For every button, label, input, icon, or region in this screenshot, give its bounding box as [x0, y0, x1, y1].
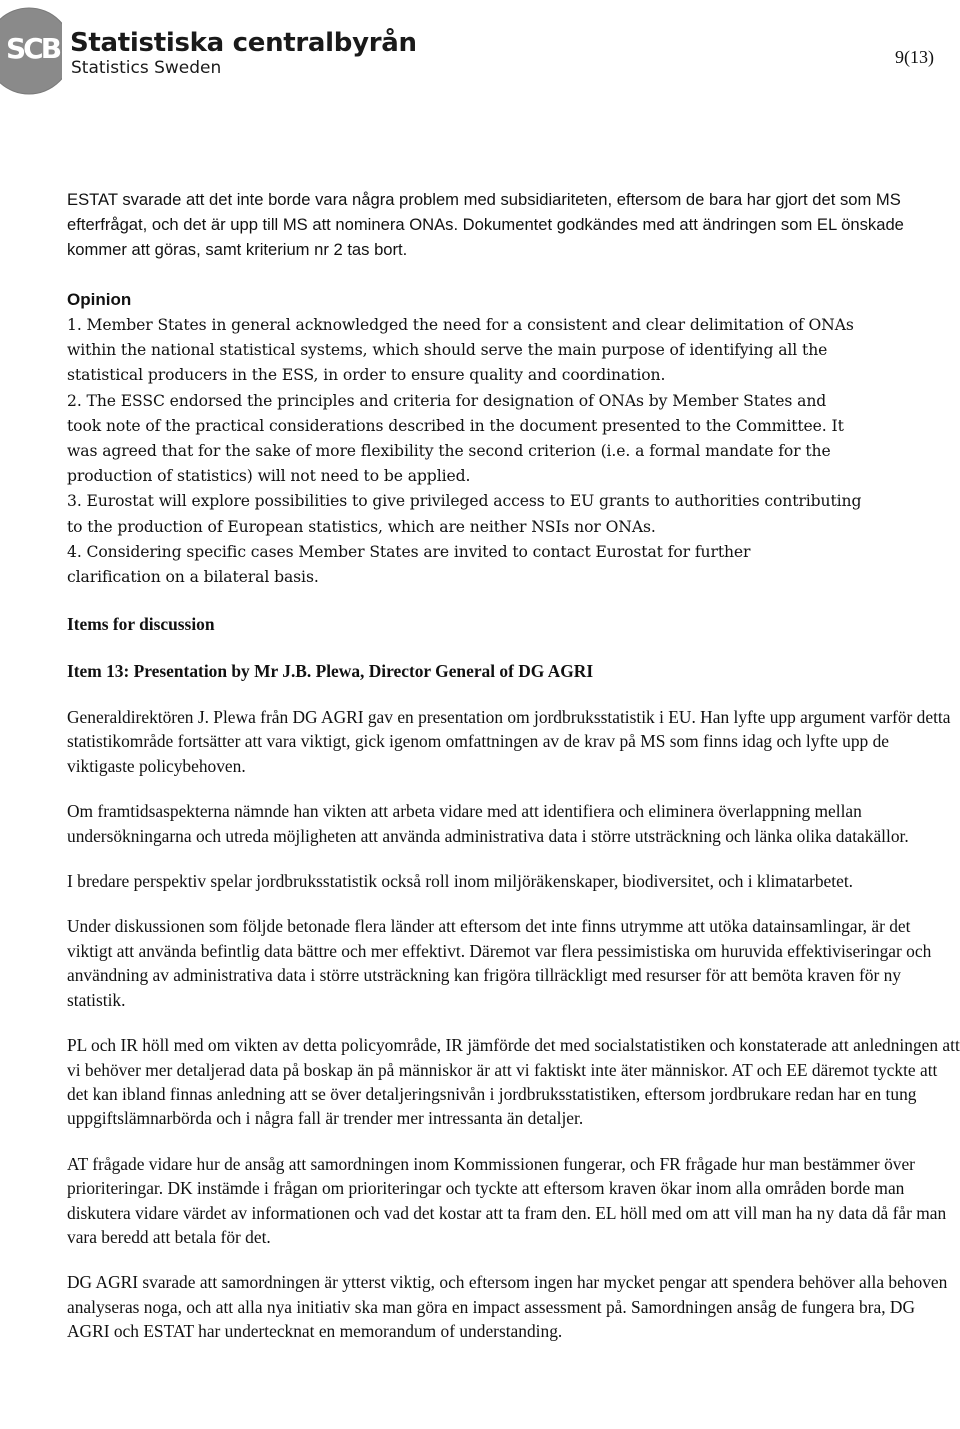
opinion-line: 1. Member States in general acknowledged the need for a consistent and clear delimitation of ONAs [67, 316, 854, 334]
intro-paragraph: ESTAT svarade att det inte borde vara några problem med subsidiariteten, eftersom de bara har gjort det som MS efterfrågat, och det är upp till MS att nominera ONAs. Dokumentet godkändes med att ändringen som EL önskade kommer att göras, samt kriterium nr 2 tas bort. [67, 190, 904, 259]
paragraph: Om framtidsaspekterna nämnde han vikten att arbeta vidare med att identifiera och eliminera överlappning mellan undersökningarna och utreda möjligheten att använda administrativa data i större utsträckning och länka olika datakällor. [67, 801, 909, 846]
opinion-line: statistical producers in the ESS, in order to ensure quality and coordination. [67, 366, 666, 385]
opinion-heading: Opinion [67, 290, 132, 309]
opinion-line: production of statistics) will not need to be applied. [67, 467, 471, 486]
opinion-line: was agreed that for the sake of more flexibility the second criterion (i.e. a formal mandate for the [67, 442, 831, 461]
paragraph: Under diskussionen som följde betonade flera länder att eftersom det inte finns utrymme att utöka datainsamlingar, är det viktigt att använda befintlig data bättre och mer effektivt. Däremot var flera pessimistiska om huruvida effektiviseringar och användning av administrativa data i större utsträckning kan frigöra tillräckligt med resurser för att bemöta kraven för ny statistik. [67, 916, 932, 1010]
opinion-line: within the national statistical systems, which should serve the main purpose of identifying all the [67, 341, 828, 360]
opinion-list [67, 313, 960, 590]
opinion-line: clarification on a bilateral basis. [67, 568, 319, 587]
opinion-line: 3. Eurostat will explore possibilities to give privileged access to EU grants to authorities contributing [67, 492, 862, 511]
org-name-english: Statistics Sweden [71, 58, 222, 78]
org-name: Statistiska centralbyrån [70, 28, 417, 58]
paragraph: AT frågade vidare hur de ansåg att samordningen inom Kommissionen fungerar, och FR frågade hur man bestämmer över prioriteringar. DK instämde i frågan om prioriteringar och tyckte att eftersom kraven ökar inom alla områden borde man diskutera vidare värdet av informationen och vad det kostar att ta fram den. EL höll med om att vill man ha ny data då får man vara beredd att betala för det. [67, 1153, 947, 1247]
paragraph: PL och IR höll med om vikten av detta policyområde, IR jämförde det med socialstatistiken och konstaterade att anledningen att vi behöver mer detaljerad data på boskap än på människor är att vi faktiskt inte äter människor. AT och EE däremot tyckte att det kan ibland finnas anledning att se över detaljeringsnivån i jordbruksstatistiken, eftersom jordbrukare redan har en tung uppgiftslämnarbörda och i några fall är trender mer intressanta än detaljer. [67, 1035, 960, 1129]
opinion-line: to the production of European statistics, which are neither NSIs nor ONAs. [67, 517, 656, 536]
item-13-heading: Item 13: Presentation by Mr J.B. Plewa, Director General of DG AGRI [67, 660, 594, 681]
paragraph: I bredare perspektiv spelar jordbruksstatistik också roll inom miljöräkenskaper, biodiversitet, och i klimatarbetet. [67, 871, 854, 892]
opinion-line: 2. The ESSC endorsed the principles and criteria for designation of ONAs by Member States and [67, 391, 827, 410]
opinion-line: 4. Considering specific cases Member States are invited to contact Eurostat for further [67, 542, 751, 561]
paragraph: DG AGRI svarade att samordningen är ytterst viktig, och eftersom ingen har mycket pengar att spendera behöver alla behoven analyseras noga, och att alla nya initiativ ska man göra en impact assessment på. Samordningen ansåg de fungera bra, DG AGRI och ESTAT har undertecknat en memorandum of understanding. [67, 1272, 948, 1342]
page-header [0, 0, 960, 110]
opinion-line: took note of the practical considerations described in the document presented to the Committee. It [67, 416, 844, 435]
paragraph: Generaldirektören J. Plewa från DG AGRI gav en presentation om jordbruksstatistik i EU. Han lyfte upp argument varför detta statistikområde fortsätter att vara viktigt, gick igenom omfattningen av de krav på MS som finns idag och lyfte upp de viktigaste policybehoven. [67, 707, 951, 776]
scb-logo-letters: SCB [6, 32, 60, 65]
page-number: 9(13) [895, 47, 934, 67]
scb-logo [0, 2, 62, 100]
document-body [67, 187, 960, 1344]
items-for-discussion-heading: Items for discussion [67, 614, 215, 635]
